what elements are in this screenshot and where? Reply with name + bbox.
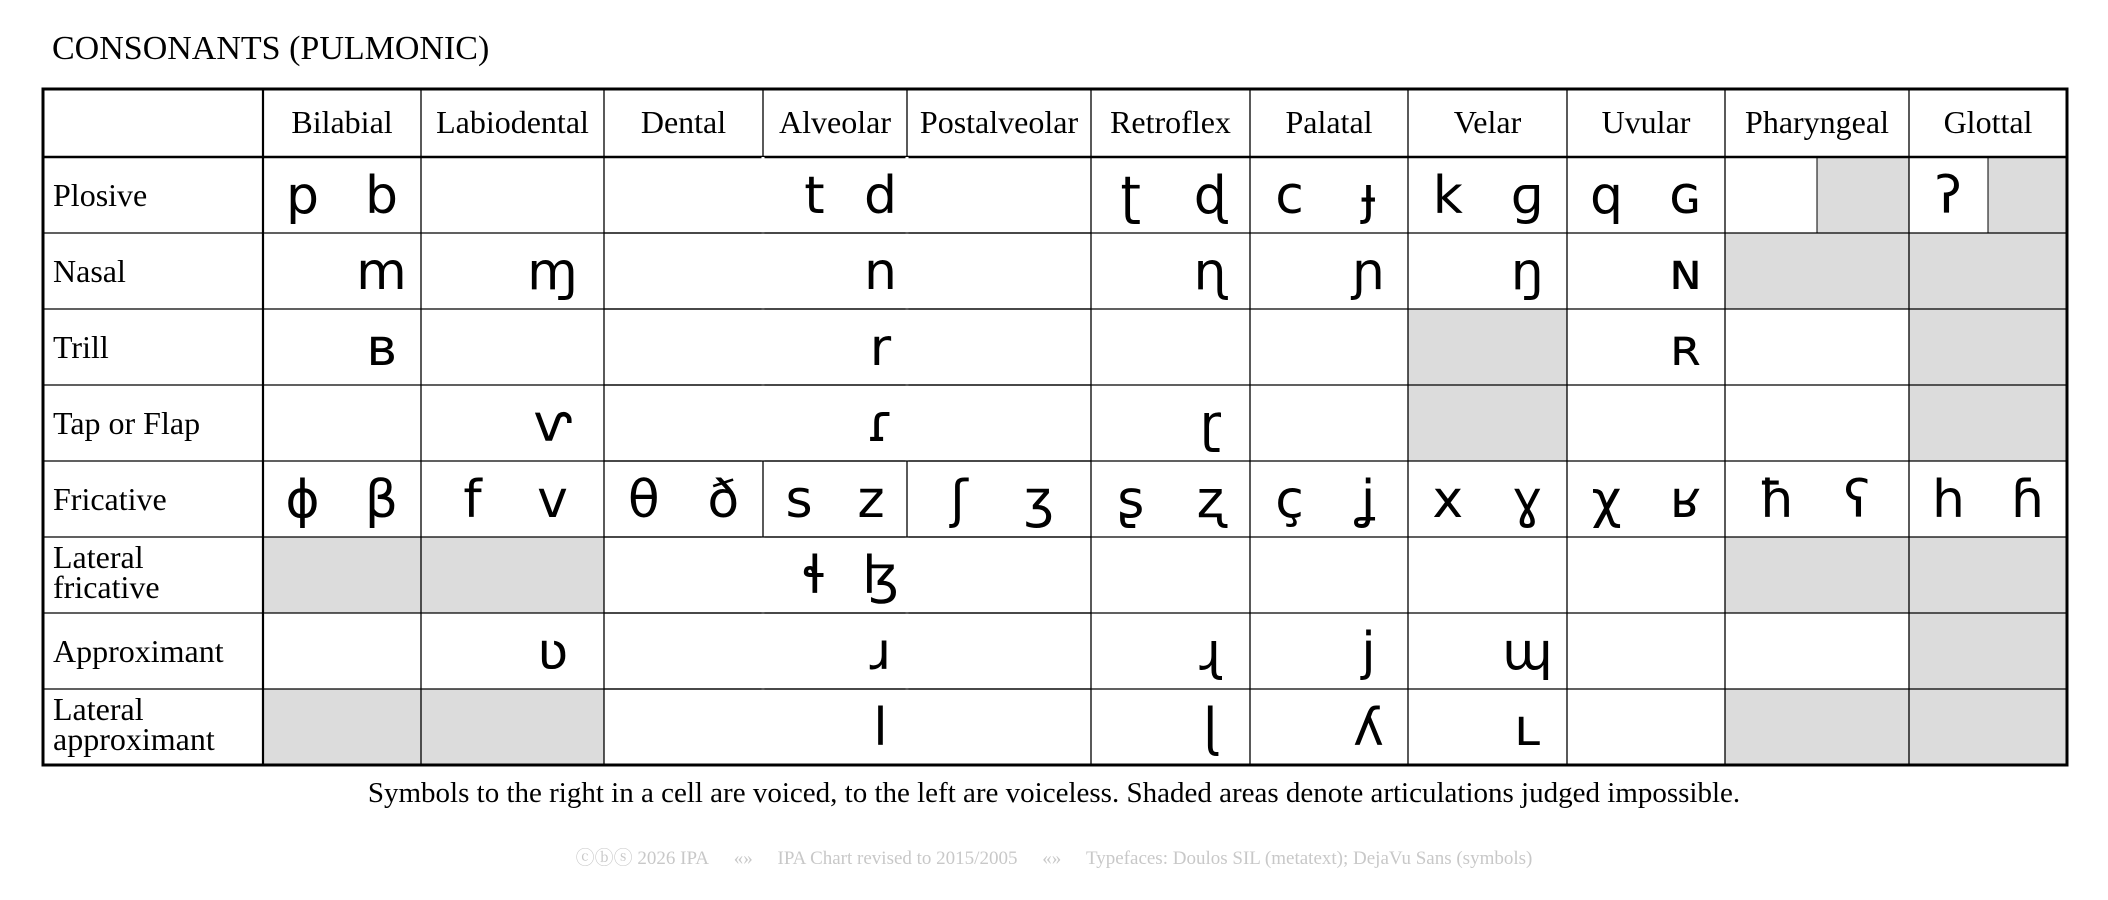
ipa-symbol-voiced: b — [364, 166, 399, 226]
shaded-cell — [1909, 233, 2067, 309]
shaded-cell — [1725, 537, 1909, 613]
shaded-cell — [1909, 537, 2067, 613]
ipa-symbol-voiceless: χ — [1591, 470, 1622, 530]
ipa-symbol-voiced: ɰ — [1501, 622, 1553, 682]
column-header-velar: Velar — [1453, 104, 1522, 140]
ipa-symbol-voiced: ʒ — [1023, 470, 1055, 530]
shaded-cell — [1725, 233, 1909, 309]
ipa-symbol-voiceless: θ — [627, 470, 660, 530]
column-header-labiodental: Labiodental — [436, 104, 589, 140]
ipa-symbol-voiced: ʙ — [366, 318, 397, 378]
ipa-symbol-voiced: ⱱ — [533, 394, 572, 454]
ipa-symbol-voiceless: k — [1432, 166, 1463, 226]
shaded-cell — [1909, 613, 2067, 689]
ipa-symbol-voiceless: c — [1275, 166, 1304, 226]
ipa-symbol-voiced: v — [537, 470, 568, 530]
row-label-nasal: Nasal — [53, 253, 126, 289]
ipa-symbol-voiced: ʋ — [536, 622, 569, 682]
row-label-lateral-fricative: Lateral fricative — [53, 539, 160, 605]
row-label-plosive: Plosive — [53, 177, 148, 213]
ipa-symbol-voiced: z — [857, 470, 885, 530]
ipa-symbol-voiced: ŋ — [1510, 242, 1544, 302]
ipa-symbol-voiced: n — [864, 242, 897, 302]
column-header-postalveolar: Postalveolar — [919, 104, 1079, 140]
row-label-trill: Trill — [53, 329, 109, 365]
ipa-symbol-voiced: ɟ — [1361, 166, 1376, 226]
ipa-symbol-voiced: ʁ — [1669, 470, 1702, 530]
typefaces-text: Typefaces: Doulos SIL (metatext); DejaVu Sans (symbols) — [1085, 848, 1533, 869]
ipa-symbol-voiceless: q — [1589, 166, 1624, 226]
column-header-retroflex: Retroflex — [1110, 104, 1231, 140]
shaded-cell — [1909, 309, 2067, 385]
column-header-uvular: Uvular — [1601, 104, 1691, 140]
ipa-symbol-voiced: ɢ — [1669, 166, 1702, 226]
ipa-symbol-voiced: ʎ — [1353, 698, 1384, 758]
ipa-symbol-voiced: ɻ — [1199, 622, 1222, 682]
ipa-symbol-voiced: ɳ — [1193, 242, 1227, 302]
separator: «» — [1042, 848, 1062, 869]
ipa-symbol-voiced: ɦ — [2011, 470, 2044, 530]
ipa-symbol-voiced: ʐ — [1196, 470, 1224, 530]
ipa-symbol-voiceless: ʃ — [950, 470, 968, 530]
shaded-cell — [1725, 689, 1909, 765]
shaded-cell — [1408, 385, 1567, 461]
ipa-symbol-voiced: ɹ — [869, 622, 892, 682]
ipa-symbol-voiced: ʟ — [1514, 698, 1541, 758]
shaded-cell — [263, 537, 421, 613]
ipa-symbol-voiceless: f — [463, 470, 482, 530]
shaded-cell — [421, 537, 604, 613]
shaded-cell — [1909, 385, 2067, 461]
ipa-symbol-voiceless: ʂ — [1117, 470, 1145, 530]
shaded-cell — [1408, 309, 1567, 385]
ipa-symbol-voiced: ʀ — [1669, 318, 1702, 378]
ipa-symbol-voiced: l — [873, 698, 888, 758]
revision-text: IPA Chart revised to 2015/2005 — [777, 848, 1018, 869]
row-label-tap-or-flap: Tap or Flap — [53, 405, 201, 441]
column-header-pharyngeal: Pharyngeal — [1745, 104, 1889, 140]
ipa-symbol-voiced: ɴ — [1669, 242, 1702, 302]
column-header-glottal: Glottal — [1943, 104, 2033, 140]
copyright-text: ⓒⓑⓢ 2026 IPA — [575, 848, 709, 869]
shaded-cell — [1988, 157, 2067, 233]
ipa-symbol-voiced: ɾ — [866, 394, 895, 454]
column-header-dental: Dental — [640, 104, 727, 140]
row-label-approximant: Approximant — [53, 633, 224, 669]
ipa-symbol-voiced: ɲ — [1351, 242, 1386, 302]
column-header-palatal: Palatal — [1285, 104, 1373, 140]
shaded-cell — [263, 689, 421, 765]
ipa-symbol-voiceless: ɬ — [801, 546, 828, 606]
ipa-symbol-voiceless: h — [1932, 470, 1965, 530]
ipa-symbol-voiceless: s — [785, 470, 813, 530]
ipa-symbol-voiced: m — [356, 242, 407, 302]
ipa-symbol-voiced: ʕ — [1843, 470, 1871, 530]
ipa-symbol-voiced: d — [863, 166, 898, 226]
column-header-alveolar: Alveolar — [779, 104, 891, 140]
row-label-fricative: Fricative — [53, 481, 167, 517]
ipa-symbol-voiced: β — [364, 470, 399, 530]
shaded-cell — [1909, 689, 2067, 765]
ipa-symbol-voiceless: t — [804, 166, 825, 226]
ipa-symbol-voiceless: x — [1432, 470, 1464, 530]
ipa-symbol-voiced: ɣ — [1511, 470, 1543, 530]
footnote: Symbols to the right in a cell are voiced, to the left are voiceless. Shaded areas denote articulations judged impossible. — [367, 777, 1741, 809]
ipa-symbol-voiced: ɱ — [527, 242, 578, 302]
ipa-symbol-voiceless: ʔ — [1935, 166, 1962, 226]
ipa-symbol-voiced: ɭ — [1203, 698, 1218, 758]
ipa-symbol-voiced: ɮ — [862, 546, 899, 606]
ipa-symbol-voiceless: p — [285, 166, 320, 226]
column-header-bilabial: Bilabial — [291, 104, 393, 140]
credits-line — [0, 843, 2108, 870]
shaded-cell — [1817, 157, 1909, 233]
chart-title: CONSONANTS (PULMONIC) — [52, 30, 490, 67]
ipa-symbol-voiced: ɖ — [1193, 166, 1227, 226]
ipa-symbol-voiced: ɡ — [1510, 166, 1544, 226]
ipa-symbol-voiced: r — [869, 318, 892, 378]
ipa-symbol-voiceless: ħ — [1758, 470, 1796, 530]
ipa-symbol-voiced: ʝ — [1360, 470, 1377, 530]
row-label-lateral-approximant: Lateral approximant — [53, 691, 215, 757]
ipa-symbol-voiced: j — [1361, 622, 1376, 682]
ipa-symbol-voiceless: ɸ — [285, 470, 320, 530]
ipa-symbol-voiced: ð — [707, 470, 740, 530]
shaded-cell — [421, 689, 604, 765]
separator: «» — [733, 848, 753, 869]
ipa-symbol-voiced: ɽ — [1199, 394, 1221, 454]
ipa-symbol-voiceless: ç — [1275, 470, 1304, 530]
ipa-symbol-voiceless: ʈ — [1120, 166, 1141, 226]
